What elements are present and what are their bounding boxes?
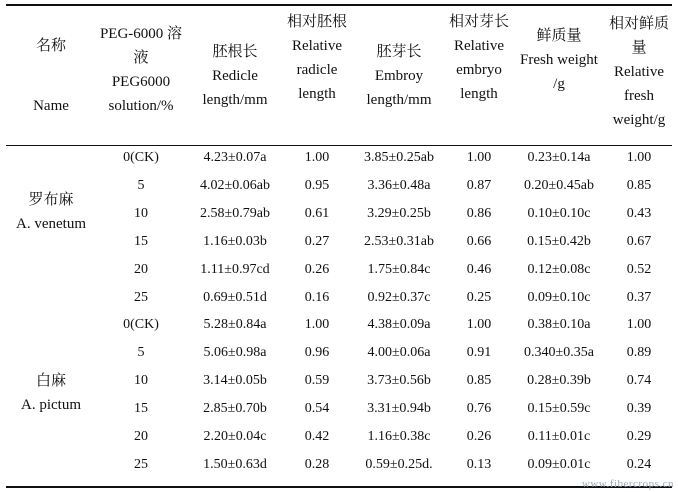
header-rule bbox=[6, 145, 672, 146]
relative-embryo-cell: 1.00 bbox=[466, 150, 492, 165]
relative-embryo-cell: 0.25 bbox=[466, 289, 492, 305]
header-rel-fresh-en: Relative fresh weight/g bbox=[612, 64, 666, 128]
top-rule bbox=[6, 4, 672, 6]
radicle-length-cell: 0.69±0.51d bbox=[203, 289, 267, 305]
header-rel-fresh bbox=[606, 12, 672, 132]
relative-radicle-cell: 0.95 bbox=[304, 177, 330, 193]
group-name-en: A. pictum bbox=[21, 397, 81, 413]
peg-concentration-cell: 25 bbox=[134, 289, 148, 305]
radicle-length-cell: 1.50±0.63d bbox=[203, 456, 267, 472]
embryo-length-cell: 3.31±0.94b bbox=[367, 401, 431, 417]
header-rel-radicle-en: Relative radicle length bbox=[292, 38, 342, 102]
embryo-length-cell: 0.59±0.25d. bbox=[365, 456, 433, 472]
header-rel-embryo-en: Relative embryo length bbox=[454, 38, 504, 102]
relative-radicle-cell: 0.26 bbox=[304, 261, 330, 277]
fresh-weight-cell: 0.340±0.35a bbox=[524, 345, 594, 361]
embryo-length-cell: 4.38±0.09a bbox=[367, 317, 431, 333]
header-rel-embryo bbox=[448, 10, 510, 106]
relative-fresh-weight-cell: 0.37 bbox=[626, 289, 652, 305]
header-fresh-en: Fresh weight /g bbox=[520, 52, 598, 92]
relative-radicle-cell: 1.00 bbox=[304, 150, 330, 165]
header-embryo bbox=[352, 40, 446, 112]
relative-radicle-cell: 0.96 bbox=[304, 345, 330, 361]
relative-embryo-cell: 0.26 bbox=[466, 429, 492, 444]
relative-radicle-cell: 0.27 bbox=[304, 233, 330, 249]
relative-embryo-cell: 0.86 bbox=[466, 205, 492, 221]
header-radicle-zh: 胚根长 bbox=[212, 44, 258, 60]
embryo-length-cell: 3.85±0.25ab bbox=[364, 150, 434, 165]
group-label-venetum bbox=[6, 188, 96, 236]
peg-concentration-cell: 5 bbox=[137, 345, 145, 361]
relative-embryo-cell: 1.00 bbox=[466, 317, 492, 333]
group-label-pictum bbox=[6, 369, 96, 417]
header-radicle bbox=[186, 40, 284, 112]
relative-fresh-weight-cell: 0.39 bbox=[626, 401, 652, 417]
relative-radicle-cell: 0.28 bbox=[304, 456, 330, 472]
fresh-weight-cell: 0.10±0.10c bbox=[527, 205, 591, 221]
radicle-length-cell: 2.58±0.79ab bbox=[200, 205, 270, 221]
fresh-weight-cell: 0.28±0.39b bbox=[527, 373, 591, 389]
relative-embryo-cell: 0.91 bbox=[466, 345, 492, 361]
fresh-weight-cell: 0.15±0.59c bbox=[527, 401, 591, 417]
header-peg-zh: PEG-6000 溶液 bbox=[99, 26, 183, 66]
group-name-zh: 白麻 bbox=[35, 373, 66, 389]
bottom-rule bbox=[6, 486, 672, 488]
peg-concentration-cell: 10 bbox=[134, 205, 148, 221]
watermark-text: www.fibercrops.cn bbox=[581, 478, 674, 490]
header-embryo-zh: 胚芽长 bbox=[376, 44, 422, 60]
relative-radicle-cell: 0.16 bbox=[304, 289, 330, 305]
radicle-length-cell: 4.02±0.06ab bbox=[200, 177, 270, 193]
relative-embryo-cell: 0.85 bbox=[466, 373, 492, 389]
relative-fresh-weight-cell: 0.85 bbox=[626, 177, 652, 193]
relative-fresh-weight-cell: 0.52 bbox=[626, 261, 652, 277]
fresh-weight-cell: 0.09±0.10c bbox=[527, 289, 591, 305]
header-rel-fresh-zh: 相对鲜质量 bbox=[608, 16, 669, 56]
header-radicle-en: Redicle length/mm bbox=[202, 68, 268, 108]
header-peg bbox=[98, 22, 184, 118]
embryo-length-cell: 4.00±0.06a bbox=[367, 345, 431, 361]
relative-embryo-cell: 0.46 bbox=[466, 261, 492, 277]
fresh-weight-cell: 0.20±0.45ab bbox=[524, 177, 594, 193]
peg-concentration-cell: 25 bbox=[134, 456, 148, 472]
embryo-length-cell: 2.53±0.31ab bbox=[364, 233, 434, 249]
radicle-length-cell: 5.06±0.98a bbox=[203, 345, 267, 361]
relative-embryo-cell: 0.13 bbox=[466, 456, 492, 472]
embryo-length-cell: 0.92±0.37c bbox=[367, 289, 431, 305]
radicle-length-cell: 2.85±0.70b bbox=[203, 401, 267, 417]
header-fresh bbox=[514, 24, 604, 96]
peg-concentration-cell: 20 bbox=[134, 261, 148, 277]
peg-concentration-cell: 0(CK) bbox=[123, 317, 159, 333]
radicle-length-cell: 5.28±0.84a bbox=[203, 317, 267, 333]
relative-fresh-weight-cell: 0.74 bbox=[626, 373, 652, 389]
header-name-zh: 名称 bbox=[35, 38, 66, 54]
relative-fresh-weight-cell: 1.00 bbox=[626, 317, 652, 333]
radicle-length-cell: 1.16±0.03b bbox=[203, 233, 267, 249]
header-embryo-en: Embroy length/mm bbox=[366, 68, 432, 108]
relative-radicle-cell: 0.61 bbox=[304, 205, 330, 221]
header-rel-embryo-zh: 相对芽长 bbox=[448, 14, 509, 30]
group-name-zh: 罗布麻 bbox=[28, 192, 74, 208]
fresh-weight-cell: 0.09±0.01c bbox=[527, 456, 591, 472]
header-name bbox=[6, 34, 96, 118]
group-name-en: A. venetum bbox=[16, 216, 86, 232]
radicle-length-cell: 1.11±0.97cd bbox=[200, 261, 270, 277]
relative-radicle-cell: 0.59 bbox=[304, 373, 330, 389]
embryo-length-cell: 3.73±0.56b bbox=[367, 373, 431, 389]
peg-concentration-cell: 5 bbox=[137, 177, 145, 193]
relative-radicle-cell: 0.42 bbox=[304, 429, 330, 444]
header-name-en: Name bbox=[33, 98, 69, 114]
relative-fresh-weight-cell: 1.00 bbox=[626, 150, 652, 165]
relative-radicle-cell: 0.54 bbox=[304, 401, 330, 417]
peg-concentration-cell: 0(CK) bbox=[123, 150, 159, 165]
fresh-weight-cell: 0.11±0.01c bbox=[527, 429, 591, 444]
relative-fresh-weight-cell: 0.24 bbox=[626, 456, 652, 472]
peg-concentration-cell: 10 bbox=[134, 373, 148, 389]
radicle-length-cell: 3.14±0.05b bbox=[203, 373, 267, 389]
peg-concentration-cell: 20 bbox=[134, 429, 148, 444]
fresh-weight-cell: 0.15±0.42b bbox=[527, 233, 591, 249]
relative-radicle-cell: 1.00 bbox=[304, 317, 330, 333]
radicle-length-cell: 4.23±0.07a bbox=[203, 150, 267, 165]
embryo-length-cell: 3.29±0.25b bbox=[367, 205, 431, 221]
relative-fresh-weight-cell: 0.89 bbox=[626, 345, 652, 361]
relative-fresh-weight-cell: 0.29 bbox=[626, 429, 652, 444]
fresh-weight-cell: 0.12±0.08c bbox=[527, 261, 591, 277]
peg-concentration-cell: 15 bbox=[134, 233, 148, 249]
fresh-weight-cell: 0.38±0.10a bbox=[527, 317, 591, 333]
relative-fresh-weight-cell: 0.67 bbox=[626, 233, 652, 249]
header-fresh-zh: 鲜质量 bbox=[536, 28, 582, 44]
header-rel-radicle-zh: 相对胚根 bbox=[286, 14, 347, 30]
radicle-length-cell: 2.20±0.04c bbox=[203, 429, 267, 444]
relative-embryo-cell: 0.76 bbox=[466, 401, 492, 417]
fresh-weight-cell: 0.23±0.14a bbox=[527, 150, 591, 165]
header-rel-radicle bbox=[286, 10, 348, 106]
relative-embryo-cell: 0.87 bbox=[466, 177, 492, 193]
relative-fresh-weight-cell: 0.43 bbox=[626, 205, 652, 221]
embryo-length-cell: 1.75±0.84c bbox=[367, 261, 431, 277]
relative-embryo-cell: 0.66 bbox=[466, 233, 492, 249]
embryo-length-cell: 3.36±0.48a bbox=[367, 177, 431, 193]
embryo-length-cell: 1.16±0.38c bbox=[367, 429, 431, 444]
peg-concentration-cell: 15 bbox=[134, 401, 148, 417]
header-peg-en: PEG6000 solution/% bbox=[108, 74, 174, 114]
